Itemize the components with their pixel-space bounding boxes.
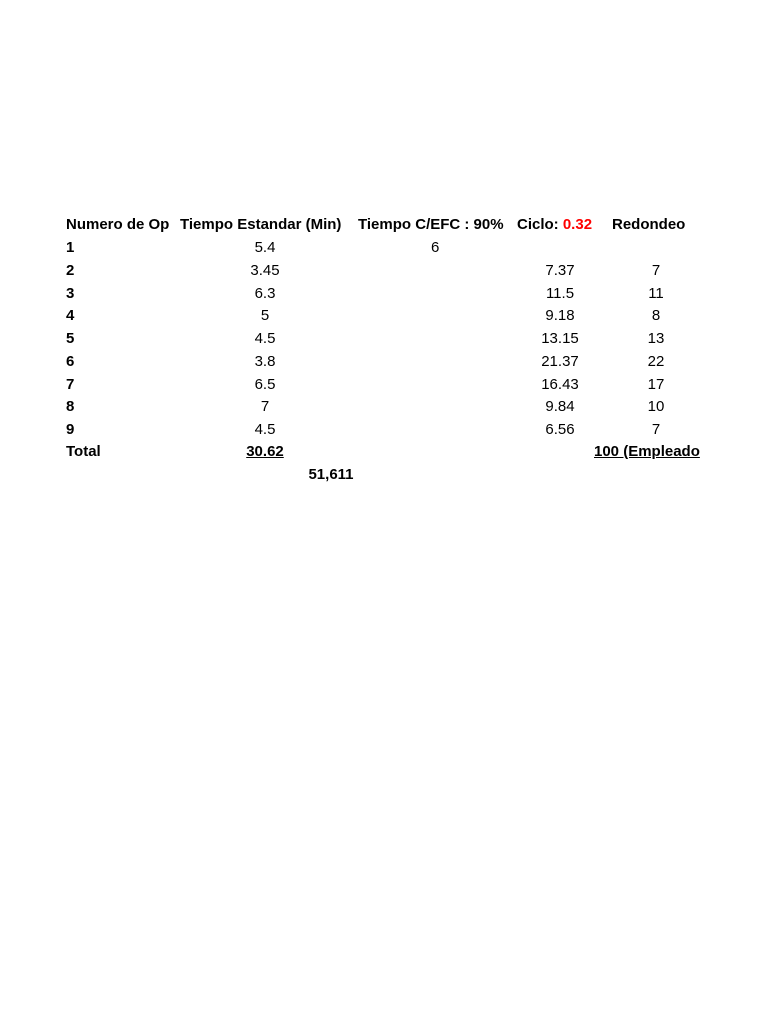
- total-label: Total: [66, 443, 101, 460]
- row-ciclo: 6.56: [545, 421, 575, 438]
- row-redondeo: 22: [647, 353, 665, 370]
- header-ciclo-label: Ciclo:: [517, 216, 559, 233]
- row-tiempo-efc: [431, 260, 471, 282]
- row-numero: 5: [66, 330, 75, 347]
- row-tiempo-efc: [431, 351, 471, 373]
- row-tiempo-efc: [431, 374, 471, 396]
- row-tiempo-efc: [431, 419, 471, 441]
- extra-value: 51,611: [308, 466, 354, 483]
- row-numero: 7: [66, 376, 75, 393]
- total-tiempo-estandar: 30.62: [246, 443, 284, 460]
- row-tiempo-efc: [431, 396, 471, 418]
- row-tiempo-estandar: 6.5: [254, 376, 276, 393]
- row-tiempo-estandar: 5: [260, 307, 270, 324]
- row-tiempo-efc: [431, 283, 471, 305]
- total-redondeo: 100 (Empleado: [594, 443, 700, 460]
- row-tiempo-estandar: 3.8: [254, 353, 276, 370]
- row-redondeo: 8: [651, 307, 661, 324]
- row-ciclo: [522, 237, 598, 259]
- row-numero: 8: [66, 398, 75, 415]
- row-redondeo: 13: [647, 330, 665, 347]
- header-tiempo-estandar: Tiempo Estandar (Min): [180, 216, 342, 233]
- row-redondeo: [626, 237, 686, 259]
- row-ciclo: 13.15: [541, 330, 579, 347]
- row-tiempo-estandar: 4.5: [254, 330, 276, 347]
- row-numero: 9: [66, 421, 75, 438]
- row-numero: 2: [66, 262, 75, 279]
- row-redondeo: 11: [648, 285, 664, 302]
- row-ciclo: 9.84: [545, 398, 575, 415]
- row-tiempo-estandar: 6.3: [254, 285, 276, 302]
- row-tiempo-efc: 6: [431, 239, 440, 256]
- row-numero: 1: [66, 239, 75, 256]
- row-ciclo: 21.37: [541, 353, 579, 370]
- row-redondeo: 17: [647, 376, 665, 393]
- row-redondeo: 7: [651, 421, 661, 438]
- row-numero: 4: [66, 307, 75, 324]
- row-numero: 6: [66, 353, 75, 370]
- row-tiempo-estandar: 3.45: [250, 262, 280, 279]
- row-redondeo: 7: [651, 262, 661, 279]
- row-tiempo-estandar: 7: [260, 398, 270, 415]
- header-ciclo: [517, 214, 607, 236]
- row-ciclo: 11.5: [545, 285, 575, 302]
- row-tiempo-efc: [431, 305, 471, 327]
- header-ciclo-value: 0.32: [562, 216, 593, 233]
- row-ciclo: 16.43: [541, 376, 579, 393]
- row-tiempo-efc: [431, 328, 471, 350]
- row-ciclo: 9.18: [545, 307, 575, 324]
- header-redondeo: Redondeo: [612, 216, 686, 233]
- row-numero: 3: [66, 285, 75, 302]
- row-tiempo-estandar: 4.5: [254, 421, 276, 438]
- row-redondeo: 10: [647, 398, 665, 415]
- row-tiempo-estandar: 5.4: [254, 239, 276, 256]
- row-ciclo: 7.37: [545, 262, 575, 279]
- header-tiempo-efc: Tiempo C/EFC : 90%: [358, 216, 504, 233]
- header-numero-op: Numero de Op: [66, 216, 170, 233]
